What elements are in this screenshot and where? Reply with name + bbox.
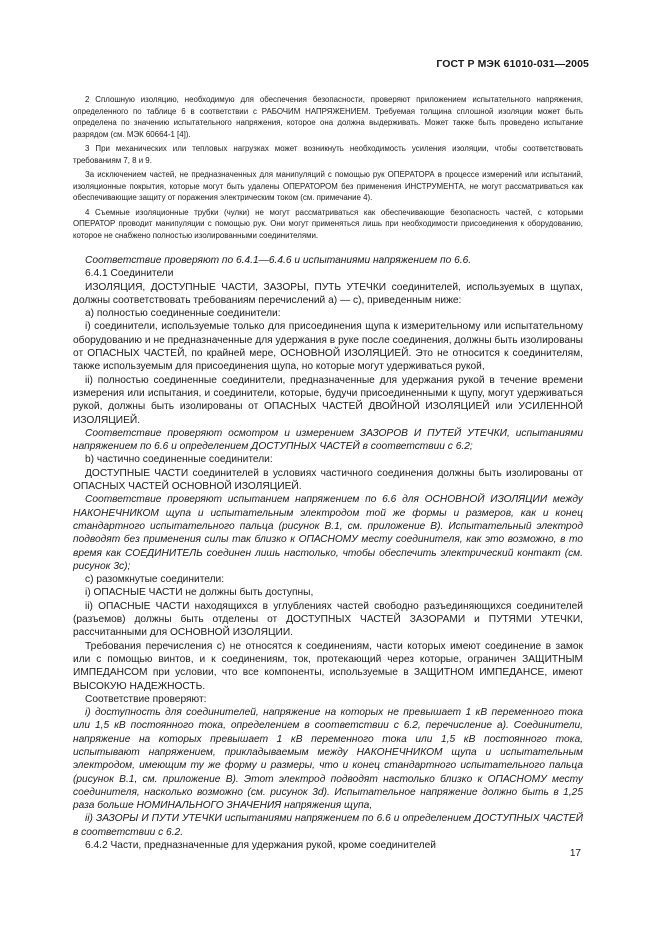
page-body [73,94,583,852]
standard-header: ГОСТ Р МЭК 61010-031—2005 [436,58,589,70]
body-paragraph: i) соединители, используемые только для присоединения щупа к измерительному или испытательному оборудованию и не предназначенные для удержания в руке после соединения, должны быть изолированы от ОПАСНЫХ ЧАСТЕЙ, по крайней мере, ОСНОВНОЙ ИЗОЛЯЦИЕЙ. Это не относится к соединителям, также используемым для присоединения щупа, но которые могут удерживаться рукой, [73,321,583,373]
page-number: 17 [569,848,581,859]
body-paragraph: i) доступность для соединителей, напряжение на которых не превышает 1 кВ переменного тока или 1,5 кВ постоянного тока, определением в соответствии с 6.2, перечисление а). Соединители, напряжение на которых превышает 1 кВ переменного тока или 1,5 кВ постоянного тока, испытывают напряжением, прикладываемым между НАКОНЕЧНИКОМ щупа и испытательным электродом, имеющим ту же форму и размеры, что и конец стандартного испытательного пальца (рисунок В.1, см. приложение В). Этот электрод подводят настолько близко к ОПАСНОМУ месту соединителя, насколько возможно (см. рисунок 3d). Испытательное напряжение должно быть в 1,25 раза больше НОМИНАЛЬНОГО ЗНАЧЕНИЯ напряжения щупа, [73,707,583,812]
body-paragraph: Соответствие проверяют испытанием напряжением по 6.6 для ОСНОВНОЙ ИЗОЛЯЦИИ между НАКОНЕЧНИКОМ щупа и испытательным электродом той же формы и размеров, как и конец стандартного испытательного пальца (рисунок В.1, см. приложение В). Испытательный электрод подводят без применения силы так близко к ОПАСНОМУ месту соединителя, как это возможно, в то время как СОЕДИНИТЕЛЬ соединен лишь настолько, чтобы обеспечить электрический контакт (см. рисунок 3с); [73,494,583,572]
body-paragraph: Соответствие проверяют по 6.4.1—6.4.6 и испытаниями напряжением по 6.6. [85,255,472,266]
note-paragraph: За исключением частей, не предназначенных для манипуляций с помощью рук ОПЕРАТОРА в процессе измерений или испытаний, изоляционные покрытия, которые могут быть удалены ОПЕРАТОРОМ без применения ИНСТРУМЕНТА, не могут рассматриваться как обеспечивающие защиту от поражения электрическим током (см. примечание 4). [73,170,583,202]
body-paragraph: b) частично соединенные соединители: [85,454,273,466]
body-paragraph: Соответствие проверяют: [85,693,207,705]
body-paragraph: ii) полностью соединенные соединители, предназначенные для удержания рукой в течение времени измерения или испытания, и соединители, которые, будучи присоединенными к щупу, могут удерживаться рукой, должны быть изолированы от ОПАСНЫХ ЧАСТЕЙ ДВОЙНОЙ ИЗОЛЯЦИЕЙ или УСИЛЕННОЙ ИЗОЛЯЦИЕЙ. [73,374,583,426]
body-paragraph: ii) ОПАСНЫЕ ЧАСТИ находящихся в углублениях частей свободно разъединяющихся соединителей (разъемов) должны быть отделены от ДОСТУПНЫХ ЧАСТЕЙ ЗАЗОРАМИ и ПУТЯМИ УТЕЧКИ, рассчитанными для ОСНОВНОЙ ИЗОЛЯЦИИ. [73,600,583,639]
main-text [73,254,583,852]
body-paragraph: ii) ЗАЗОРЫ И ПУТИ УТЕЧКИ испытаниями напряжением по 6.6 и определением ДОСТУПНЫХ ЧАСТЕЙ в соответствии с 6.2. [73,813,583,838]
note-paragraph: 4 Съемные изоляционные трубки (чулки) не могут рассматриваться как обеспечивающие безопасность частей, с которыми ОПЕРАТОР проводит манипуляции с помощью рук. Они могут применяться лишь при необходимости присоединения к оборудованию, которое не снабжено полностью изолированными соединителями. [73,207,583,240]
body-paragraph: ИЗОЛЯЦИЯ, ДОСТУПНЫЕ ЧАСТИ, ЗАЗОРЫ, ПУТЬ УТЕЧКИ соединителей, используемых в щупах, должны соответствовать требованиям перечислений а) — с), приведенным ниже: [73,281,583,306]
body-paragraph: 6.4.2 Части, предназначенные для удержания рукой, кроме соединителей [85,840,436,852]
body-paragraph: i) ОПАСНЫЕ ЧАСТИ не должны быть доступны, [85,587,314,599]
body-paragraph: Требования перечисления с) не относятся к соединениям, части которых имеют соединение в замок или с помощью винтов, и к соединениям, ток, протекающий через которые, ограничен ЗАЩИТНЫМ ИМПЕДАНСОМ при условии, что все компоненты, используемые в ЗАЩИТНОМ ИМПЕДАНСЕ, имеют ВЫСОКУЮ НАДЕЖНОСТЬ. [73,640,583,692]
body-paragraph: а) полностью соединенные соединители: [85,308,281,320]
note-paragraph: 3 При механических или тепловых нагрузках может возникнуть необходимость усиления изоляции, чтобы соответствовать требованиям 7, 8 и 9. [73,144,583,165]
note-paragraph: 2 Сплошную изоляцию, необходимую для обеспечения безопасности, проверяют приложением испытательного напряжения, определенного по таблице 6 в соответствии с РАБОЧИМ НАПРЯЖЕНИЕМ. Требуемая толщина сплошной изоляции может быть определена по значению испытательного напряжения, которое она должна выдерживать. Может также быть проведено испытание разрядом (см. МЭК 60664-1 [4]). [73,95,583,139]
body-paragraph: с) разомкнутые соединители: [85,574,225,586]
body-paragraph: ДОСТУПНЫЕ ЧАСТИ соединителей в условиях частичного соединения должны быть изолированы от ОПАСНЫХ ЧАСТЕЙ ОСНОВНОЙ ИЗОЛЯЦИЕЙ. [73,467,583,493]
body-paragraph: 6.4.1 Соединители [85,268,174,280]
body-paragraph: Соответствие проверяют осмотром и измерением ЗАЗОРОВ И ПУТЕЙ УТЕЧКИ, испытаниями напряжением по 6.6 и определением ДОСТУПНЫХ ЧАСТЕЙ в соответствии с 6.2; [73,427,583,453]
